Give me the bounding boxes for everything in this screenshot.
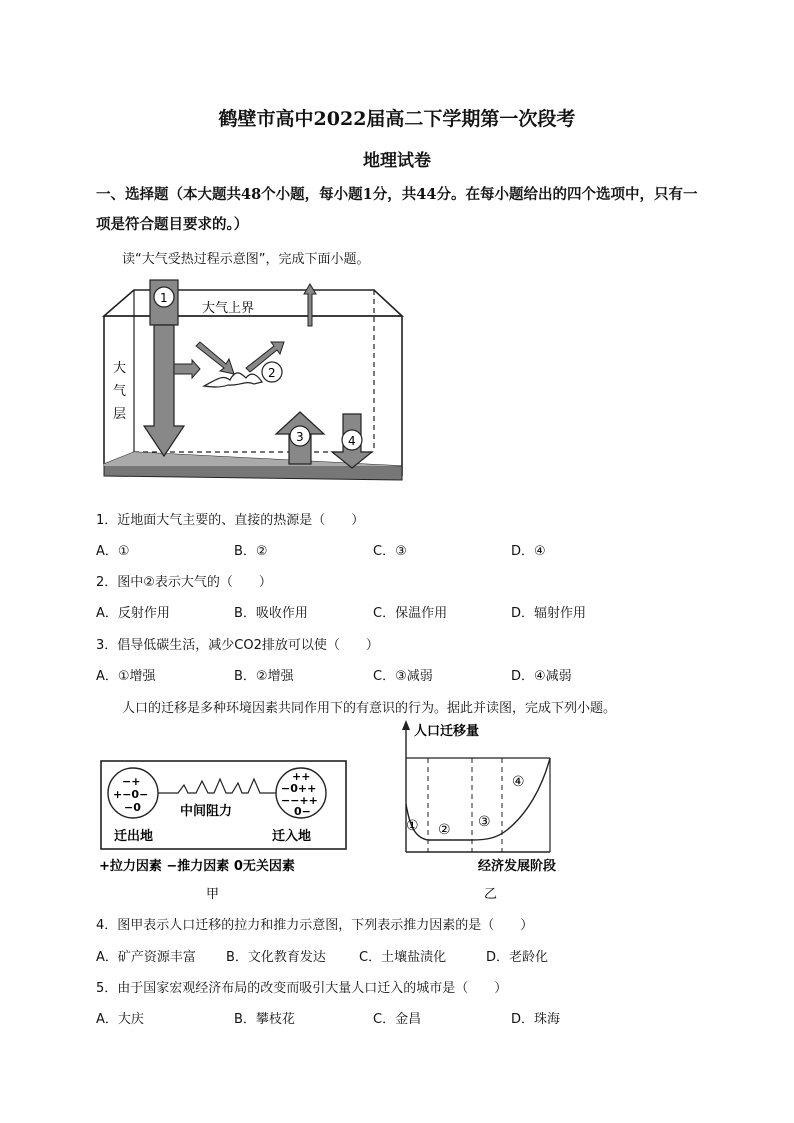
migration-push-pull-diagram: [96, 755, 358, 905]
question-5: 5．由于国家宏观经济布局的改变而吸引大量人口迁入的城市是（ ）: [96, 981, 508, 996]
origin-label: 迁出地: [114, 829, 154, 844]
x-axis-label: 经济发展阶段: [478, 859, 557, 874]
intro-text-2: 人口的迁移是多种环境因素共同作用下的有意识的行为。据此并读图，完成下列小题。: [122, 701, 617, 716]
marker-3: 3: [296, 430, 304, 444]
q2-option-a: A．反射作用: [96, 606, 170, 621]
q3-option-a: A．①增强: [96, 669, 156, 684]
marker-1: 1: [160, 291, 168, 305]
q5-option-d: D．珠海: [511, 1012, 561, 1027]
question-1: 1．近地面大气主要的、直接的热源是（ ）: [96, 513, 365, 528]
origin-symbols-2: +−0−: [113, 788, 149, 801]
q5-option-a: A．大庆: [96, 1012, 144, 1027]
q5-option-b: B．攀枝花: [234, 1012, 295, 1027]
intro-text-1: 读“大气受热过程示意图”，完成下面小题。: [122, 252, 370, 267]
q2-option-c: C．保温作用: [373, 606, 448, 621]
q3-option-d: D．④减弱: [511, 669, 572, 684]
question-3: 3．倡导低碳生活，减少CO2排放可以使（ ）: [96, 638, 379, 653]
marker-2: 2: [268, 366, 276, 380]
side-label-3: 层: [113, 407, 127, 422]
q3-option-c: C．③减弱: [373, 669, 433, 684]
side-label-1: 大: [113, 361, 127, 376]
figure-jia-caption: 甲: [206, 887, 220, 902]
q1-option-a: A．①: [96, 544, 130, 559]
destination-symbols-4: 0−: [294, 805, 311, 818]
factor-legend: +拉力因素 −推力因素 0无关因素: [99, 859, 295, 874]
stage-2-label: ②: [438, 822, 451, 838]
question-2: 2．图中②表示大气的（ ）: [96, 575, 272, 590]
q4-option-b: B．文化教育发达: [226, 950, 326, 965]
q1-option-d: D．④: [511, 544, 546, 559]
destination-symbols-2: −0++: [281, 782, 317, 795]
page-subtitle: 地理试卷: [363, 151, 431, 171]
destination-symbols-1: ++: [292, 770, 311, 783]
q2-option-d: D．辐射作用: [511, 606, 587, 621]
question-4: 4．图甲表示人口迁移的拉力和推力示意图，下列表示推力因素的是（ ）: [96, 918, 534, 933]
y-axis-label: 人口迁移量: [414, 724, 480, 739]
marker-4: 4: [348, 434, 356, 448]
q1-option-c: C．③: [373, 544, 407, 559]
q4-option-d: D．老龄化: [486, 950, 549, 965]
q4-option-a: A．矿产资源丰富: [96, 950, 196, 965]
stage-4-label: ④: [512, 774, 525, 790]
destination-symbols-3: −−++: [281, 794, 318, 807]
stage-1-label: ①: [406, 818, 419, 834]
side-label-2: 气: [113, 384, 127, 399]
q2-option-b: B．吸收作用: [234, 606, 308, 621]
section-heading: 一、选择题（本大题共48个小题，每小题1分，共44分。在每小题给出的四个选项中，只有一项是符合题目要求的。）: [96, 186, 698, 233]
q5-option-c: C．金昌: [373, 1012, 422, 1027]
q3-option-b: B．②增强: [234, 669, 294, 684]
q4-option-c: C．土壤盐渍化: [359, 950, 447, 965]
destination-label: 迁入地: [272, 829, 312, 844]
stage-3-label: ③: [478, 814, 491, 830]
figure-yi-caption: 乙: [484, 887, 498, 902]
atmosphere-heating-diagram: [96, 276, 406, 492]
origin-symbols-3: −0: [124, 801, 141, 814]
middle-resistance-label: 中间阻力: [180, 804, 233, 819]
q1-option-b: B．②: [234, 544, 268, 559]
origin-symbols-1: −+: [122, 775, 141, 788]
migration-economic-stage-chart: [392, 718, 592, 904]
top-boundary-label: 大气上界: [202, 301, 255, 316]
page-title: 鹤壁市高中2022届高二下学期第一次段考: [218, 108, 576, 130]
